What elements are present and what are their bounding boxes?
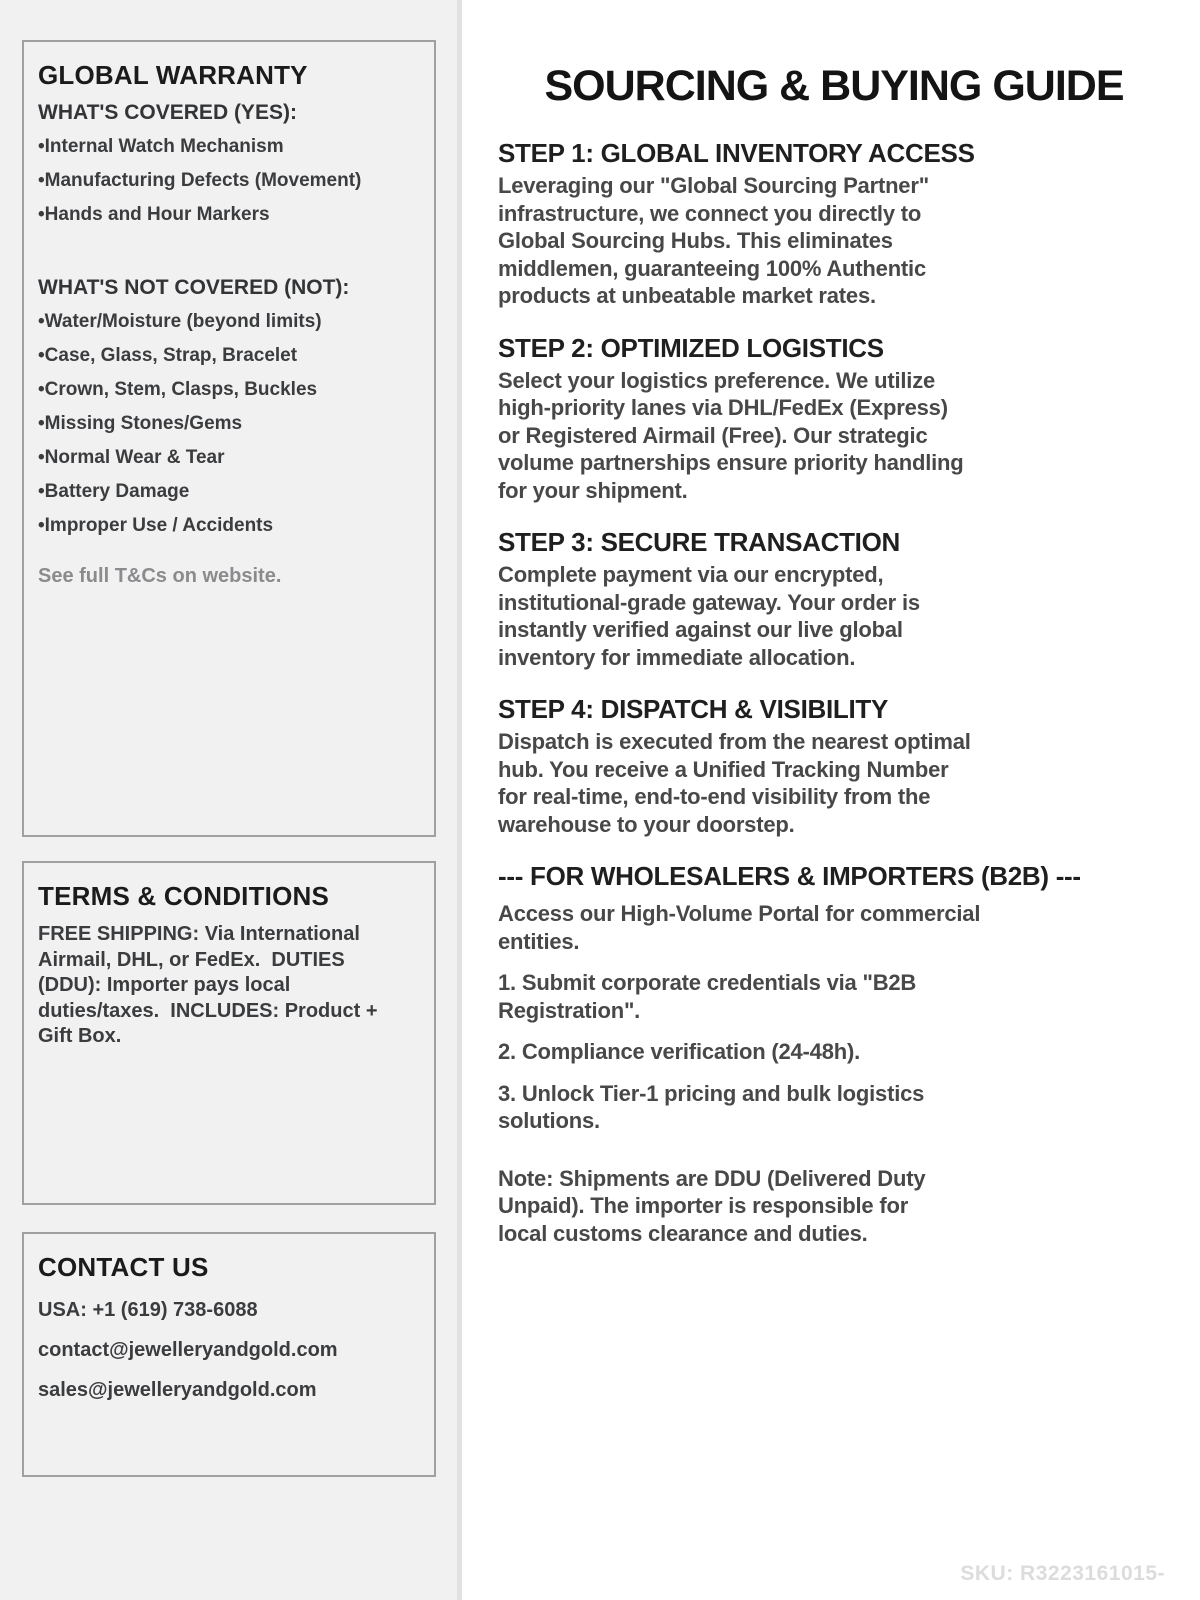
body-line: 1. Submit corporate credentials via "B2B: [498, 970, 917, 995]
body-line: 3. Unlock Tier-1 pricing and bulk logistics: [498, 1080, 925, 1106]
body-line: hub. You receive a Unified Tracking Number: [498, 756, 949, 782]
body-line: for real-time, end-to-end visibility from the: [498, 784, 931, 809]
warranty-footnote: See full T&Cs on website.: [38, 565, 282, 587]
warranty-title: GLOBAL WARRANTY: [38, 60, 308, 90]
not-covered-item: • Improper Use / Accidents: [38, 515, 418, 536]
step-4-paragraph: [498, 728, 1170, 838]
body-line: Global Sourcing Hubs. This eliminates: [498, 228, 893, 253]
body-line: instantly verified against our live global: [498, 617, 903, 642]
body-line: Registration".: [498, 997, 641, 1023]
contact-phone: USA: +1 (619) 738-6088: [38, 1299, 258, 1321]
not-covered-item: • Normal Wear & Tear: [38, 447, 418, 468]
not-covered-item: • Battery Damage: [38, 481, 418, 502]
terms-text: [38, 922, 418, 1050]
covered-list: [38, 136, 418, 225]
terms-title: TERMS & CONDITIONS: [38, 881, 330, 911]
contact-lines: [38, 1298, 418, 1402]
sidebar: [0, 0, 462, 1600]
body-line: Dispatch is executed from the nearest optimal: [498, 729, 971, 754]
body-line: institutional-grade gateway. Your order is: [498, 589, 920, 615]
terms-line: (DDU): Importer pays local: [38, 974, 291, 996]
main-content: [462, 0, 1200, 1247]
body-line: inventory for immediate allocation.: [498, 644, 856, 670]
body-line: Unpaid). The importer is responsible for: [498, 1193, 909, 1218]
body-line: high-priority lanes via DHL/FedEx (Express): [498, 395, 948, 420]
contact-email-primary: contact@jewelleryandgold.com: [38, 1339, 338, 1361]
contact-title: CONTACT US: [38, 1252, 209, 1282]
sku-label: SKU: R3223161015-: [960, 1562, 1165, 1585]
body-line: volume partnerships ensure priority handling: [498, 450, 964, 475]
contact-email-sales: sales@jewelleryandgold.com: [38, 1379, 317, 1401]
step-3-heading: STEP 3: SECURE TRANSACTION: [498, 527, 900, 557]
step-2-heading: STEP 2: OPTIMIZED LOGISTICS: [498, 332, 884, 363]
not-covered-item: • Missing Stones/Gems: [38, 413, 418, 434]
b2b-step-2: [498, 1038, 1170, 1066]
body-line: for your shipment.: [498, 477, 688, 503]
body-line: or Registered Airmail (Free). Our strategic: [498, 422, 928, 448]
body-line: Access our High-Volume Portal for commercial: [498, 901, 981, 926]
body-line: products at unbeatable market rates.: [498, 283, 876, 308]
b2b-paragraph-intro: [498, 900, 1170, 955]
covered-item: • Hands and Hour Markers: [38, 204, 418, 225]
step-1-heading: STEP 1: GLOBAL INVENTORY ACCESS: [498, 138, 975, 168]
not-covered-item: • Case, Glass, Strap, Bracelet: [38, 345, 418, 366]
terms-line: Gift Box.: [38, 1025, 122, 1047]
page-title: SOURCING & BUYING GUIDE: [544, 62, 1124, 110]
b2b-step-3: [498, 1080, 1170, 1135]
step-2-paragraph: [498, 367, 1170, 505]
terms-conditions-box: [22, 861, 436, 1205]
body-line: solutions.: [498, 1108, 600, 1133]
not-covered-item: • Water/Moisture (beyond limits): [38, 311, 418, 332]
body-line: infrastructure, we connect you directly to: [498, 200, 922, 226]
not-covered-list: [38, 311, 418, 536]
step-3-paragraph: [498, 561, 1170, 671]
covered-item: • Manufacturing Defects (Movement): [38, 170, 418, 191]
b2b-step-1: [498, 969, 1170, 1024]
b2b-heading: --- FOR WHOLESALERS & IMPORTERS (B2B) ---: [498, 861, 1081, 891]
not-covered-item: • Crown, Stem, Clasps, Buckles: [38, 379, 418, 400]
contact-us-box: [22, 1232, 436, 1477]
terms-line: FREE SHIPPING: Via International: [38, 923, 360, 945]
terms-line: Airmail, DHL, or FedEx. DUTIES: [38, 948, 345, 971]
body-line: entities.: [498, 928, 580, 954]
covered-item: • Internal Watch Mechanism: [38, 136, 418, 157]
body-line: 2. Compliance verification (24-48h).: [498, 1039, 861, 1064]
body-line: local customs clearance and duties.: [498, 1220, 868, 1246]
body-line: Note: Shipments are DDU (Delivered Duty: [498, 1165, 926, 1191]
body-line: warehouse to your doorstep.: [498, 811, 795, 837]
body-line: Complete payment via our encrypted,: [498, 562, 884, 587]
body-line: Select your logistics preference. We utilize: [498, 367, 936, 393]
body-line: middlemen, guaranteeing 100% Authentic: [498, 255, 927, 281]
covered-heading: WHAT'S COVERED (YES):: [38, 101, 297, 124]
terms-line: duties/taxes. INCLUDES: Product +: [38, 999, 378, 1022]
body-line: Leveraging our "Global Sourcing Partner": [498, 173, 929, 198]
ddu-note: [498, 1165, 1170, 1248]
not-covered-heading: WHAT'S NOT COVERED (NOT):: [38, 276, 350, 299]
step-1-paragraph: [498, 172, 1170, 310]
global-warranty-box: [22, 40, 436, 837]
step-4-heading: STEP 4: DISPATCH & VISIBILITY: [498, 694, 889, 724]
